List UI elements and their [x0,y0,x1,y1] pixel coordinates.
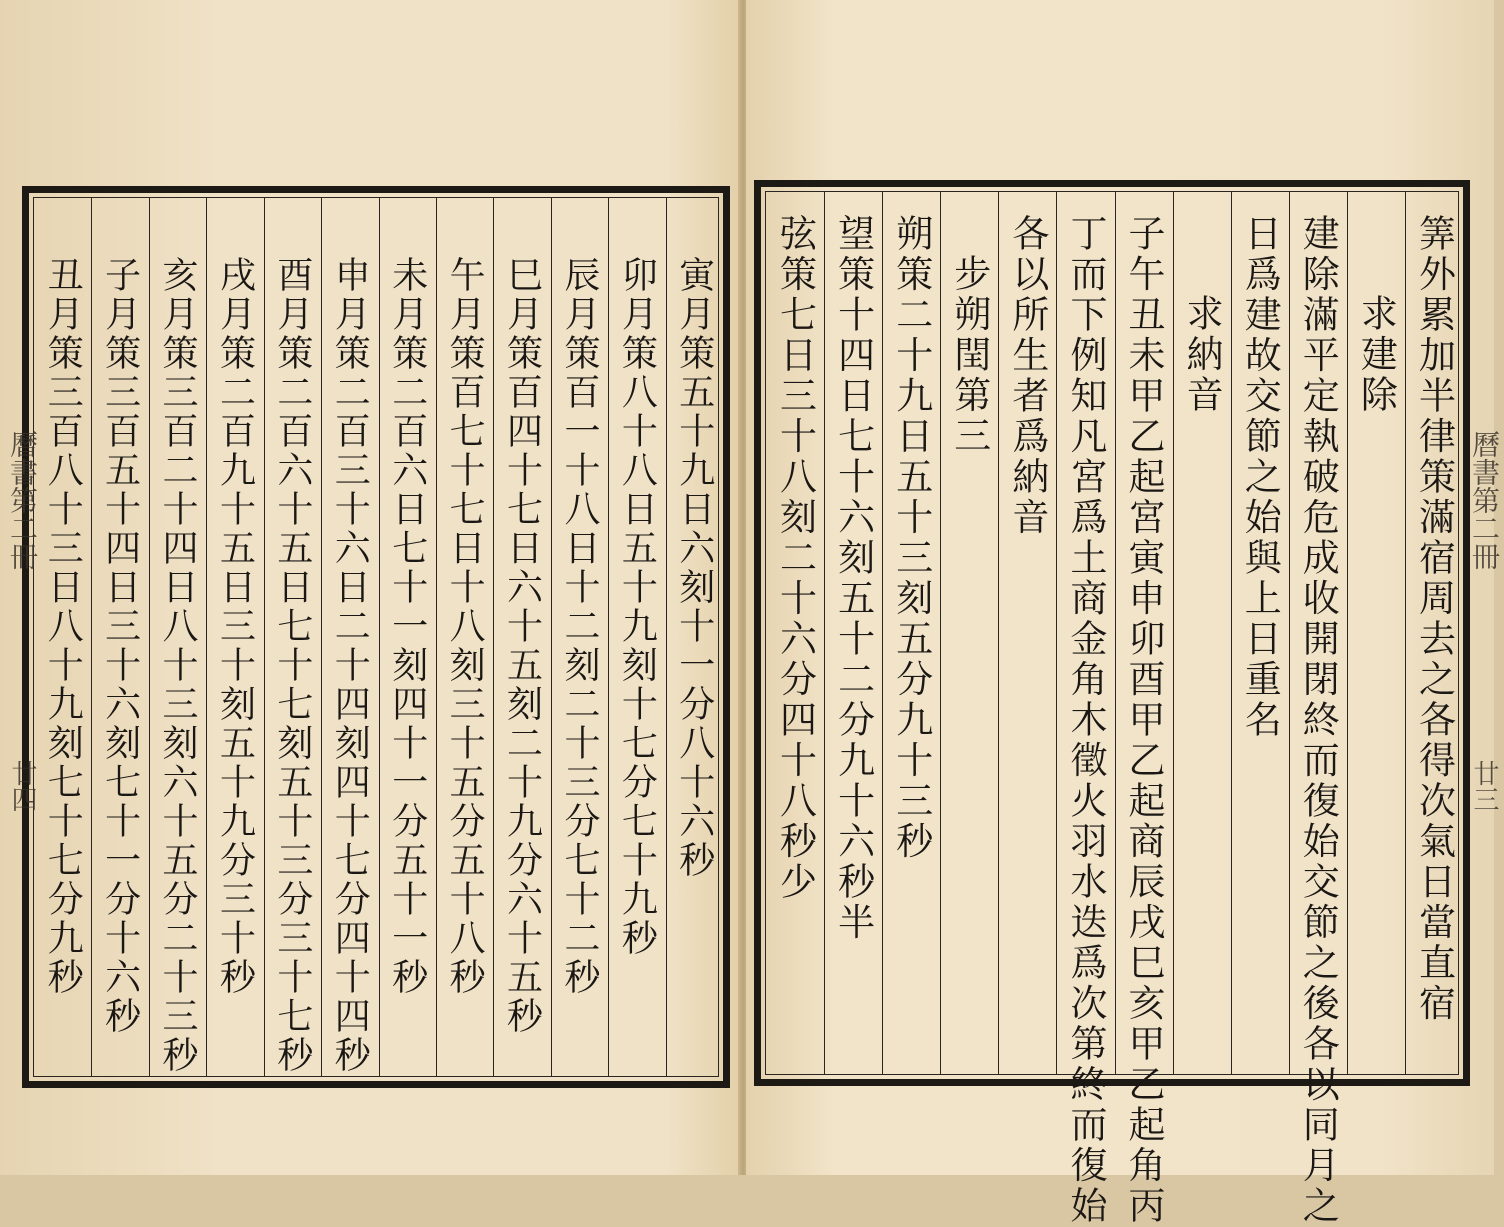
column-rule [1347,192,1348,1074]
left-text-column: 午月策百七十七日十八刻三十五分五十八秒 [444,256,486,997]
column-rule [1289,192,1290,1074]
right-text-column: 各以所生者爲納音 [1005,214,1049,538]
column-rule [608,198,609,1076]
column-rule [1115,192,1116,1074]
column-rule [882,192,883,1074]
column-rule [666,198,667,1076]
right-text-column: 弦策七日三十八刻二十六分四十八秒少 [773,214,817,903]
column-rule [1231,192,1232,1074]
column-rule [1405,192,1406,1074]
column-rule [998,192,999,1074]
right-text-column: 求建除 [1354,294,1398,416]
left-text-column: 酉月策二百六十五日七十七刻五十三分三十七秒 [271,256,313,1075]
left-text-column: 未月策二百六日七十一刻四十一分五十一秒 [386,256,428,997]
left-text-column: 戌月策二百九十五日三十刻五十九分三十秒 [214,256,256,997]
left-text-column: 辰月策百一十八日十二刻二十三分七十二秒 [558,256,600,997]
left-margin-title: 曆書第二冊 [6,430,39,570]
left-text-column: 巳月策百四十七日六十五刻二十九分六十五秒 [501,256,543,1036]
column-rule [321,198,322,1076]
column-rule [149,198,150,1076]
left-text-column: 卯月策八十八日五十九刻十七分七十九秒 [616,256,658,958]
left-page-frame [22,186,730,1088]
right-text-column: 步朔閏第三 [947,254,991,457]
column-rule [91,198,92,1076]
column-rule [551,198,552,1076]
left-margin-folio: 廿四 [7,760,37,812]
column-rule [436,198,437,1076]
column-rule [1056,192,1057,1074]
right-text-column: 子午丑未甲乙起宮寅申卯酉甲乙起商辰戌巳亥甲乙起角丙 [1122,214,1166,1227]
right-text-column: 朔策二十九日五十三刻五分九十三秒 [889,214,933,862]
right-margin-folio: 廿三 [1469,760,1499,812]
right-page-frame [754,180,1470,1227]
left-column-grid [33,197,719,1077]
column-rule [1173,192,1174,1074]
column-rule [940,192,941,1074]
right-text-column: 建除滿平定執破危成收開閉終而復始交節之後各以同月之 [1296,214,1340,1227]
column-rule [379,198,380,1076]
right-page [746,0,1501,1227]
left-page [0,0,740,1175]
left-text-column: 亥月策三百二十四日八十三刻六十五分二十三秒 [157,256,199,1075]
right-text-column: 日爲建故交節之始與上日重名 [1238,214,1282,741]
right-text-column: 求納音 [1180,294,1224,416]
column-rule [493,198,494,1076]
left-text-column: 申月策二百三十六日二十四刻四十七分四十四秒 [329,256,371,1075]
left-text-column: 子月策三百五十四日三十六刻七十一分十六秒 [99,256,141,1036]
column-rule [824,192,825,1074]
right-margin-title: 曆書第二冊 [1468,430,1501,570]
left-text-column: 丑月策三百八十三日八十九刻七十七分九秒 [42,256,84,997]
column-rule [264,198,265,1076]
column-rule [206,198,207,1076]
right-text-column: 望策十四日七十六刻五十二分九十六秒半 [831,214,875,943]
right-text-column: 筭外累加半律策滿宿周去之各得次氣日當直宿 [1412,214,1456,1024]
right-text-column: 丁而下例知凡宮爲土商金角木徵火羽水迭爲次第終而復始 [1063,214,1107,1227]
left-text-column: 寅月策五十九日六刻十一分八十六秒 [673,256,715,880]
right-column-grid [765,191,1459,1227]
